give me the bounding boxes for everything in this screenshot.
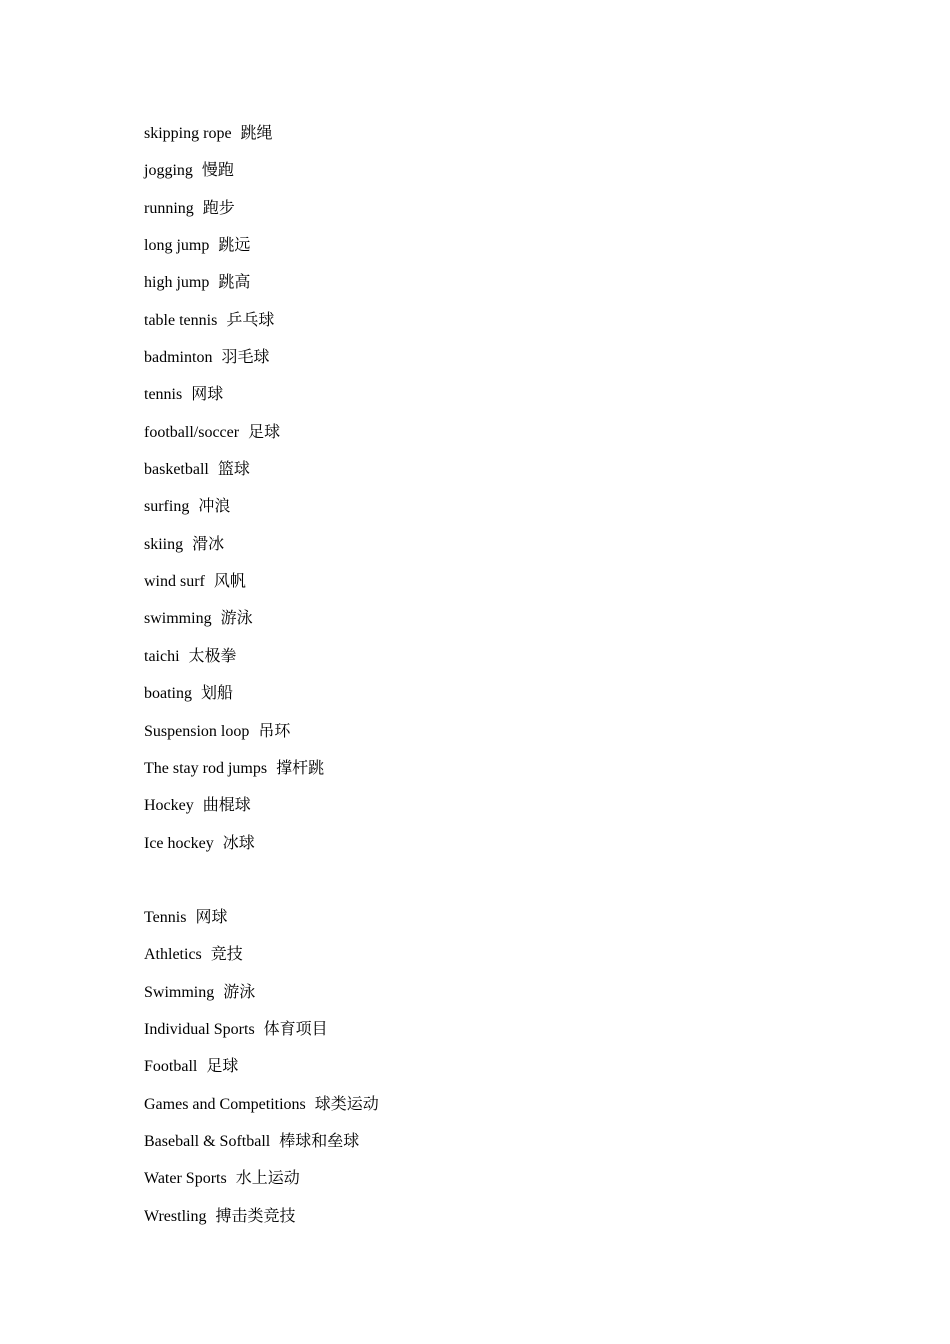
term-chinese: 篮球	[217, 461, 250, 479]
term-english: Ice hockey	[144, 834, 214, 852]
term-chinese: 羽毛球	[221, 349, 270, 367]
term-english: Tennis	[144, 909, 187, 926]
term-english: table tennis	[144, 311, 218, 329]
vocab-item	[144, 944, 379, 981]
term-english: taichi	[144, 647, 180, 665]
term-english: Individual Sports	[144, 1021, 255, 1039]
term-chinese: 搏击类竞技	[215, 1207, 296, 1225]
term-chinese: 冲浪	[198, 498, 231, 516]
term-chinese: 竞技	[210, 946, 243, 964]
vocab-item	[144, 1168, 379, 1205]
term-chinese: 吊环	[258, 722, 291, 740]
term-english: wind surf	[144, 573, 205, 591]
vocab-item	[144, 795, 324, 832]
vocab-item	[144, 683, 324, 720]
vocab-item	[144, 721, 324, 758]
term-english: Wrestling	[144, 1207, 207, 1225]
term-chinese: 划船	[201, 685, 234, 703]
term-english: football/soccer	[144, 423, 240, 441]
term-chinese: 体育项目	[263, 1021, 328, 1039]
term-chinese: 棒球和垒球	[279, 1133, 360, 1151]
term-chinese: 慢跑	[201, 162, 234, 180]
term-english: Football	[144, 1058, 198, 1076]
term-english: basketball	[144, 461, 209, 479]
term-chinese: 太极拳	[188, 647, 237, 665]
sports-vocabulary-list	[144, 123, 324, 870]
vocab-item	[144, 1131, 379, 1168]
term-chinese: 球类运动	[314, 1095, 379, 1113]
term-english: Suspension loop	[144, 722, 250, 740]
vocab-item	[144, 1206, 379, 1243]
term-english: Swimming	[144, 983, 215, 1001]
term-english: Games and Competitions	[144, 1095, 306, 1113]
vocab-item	[144, 608, 324, 645]
term-chinese: 乒乓球	[226, 311, 275, 329]
sports-categories-list	[144, 907, 379, 1243]
term-chinese: 跳绳	[240, 125, 273, 142]
term-english: The stay rod jumps	[144, 759, 268, 777]
term-chinese: 水上运动	[235, 1170, 300, 1188]
term-english: skiing	[144, 535, 184, 553]
term-english: Water Sports	[144, 1170, 227, 1188]
vocab-item	[144, 235, 324, 272]
term-english: skipping rope	[144, 125, 232, 142]
vocab-item	[144, 1094, 379, 1131]
term-english: long jump	[144, 237, 210, 255]
term-chinese: 冰球	[222, 834, 255, 852]
term-english: Baseball & Softball	[144, 1133, 271, 1151]
vocab-item	[144, 534, 324, 571]
vocab-item	[144, 496, 324, 533]
term-chinese: 游泳	[223, 983, 256, 1001]
vocab-item	[144, 646, 324, 683]
vocab-item	[144, 982, 379, 1019]
term-english: jogging	[144, 162, 193, 180]
vocab-item	[144, 422, 324, 459]
vocab-item	[144, 571, 324, 608]
term-english: badminton	[144, 349, 213, 367]
term-english: Athletics	[144, 946, 202, 964]
vocab-item	[144, 833, 324, 870]
term-chinese: 网球	[195, 909, 228, 926]
term-chinese: 滑冰	[192, 535, 225, 553]
term-english: surfing	[144, 498, 190, 516]
term-chinese: 跑步	[202, 199, 235, 217]
term-english: high jump	[144, 274, 210, 292]
term-english: boating	[144, 685, 192, 703]
vocab-item	[144, 198, 324, 235]
term-chinese: 曲棍球	[202, 797, 251, 815]
term-english: tennis	[144, 386, 183, 404]
vocab-item	[144, 459, 324, 496]
vocab-item	[144, 384, 324, 421]
term-english: Hockey	[144, 797, 194, 815]
vocab-item	[144, 160, 324, 197]
vocab-item	[144, 1056, 379, 1093]
term-chinese: 跳远	[218, 237, 251, 255]
vocab-item	[144, 907, 379, 944]
term-chinese: 撑杆跳	[276, 759, 325, 777]
term-chinese: 网球	[191, 386, 224, 404]
vocab-item	[144, 347, 324, 384]
term-chinese: 足球	[206, 1058, 239, 1076]
term-english: swimming	[144, 610, 212, 628]
term-chinese: 足球	[248, 423, 281, 441]
vocab-item	[144, 310, 324, 347]
vocab-item	[144, 758, 324, 795]
term-chinese: 跳高	[218, 274, 251, 292]
term-chinese: 游泳	[220, 610, 253, 628]
vocab-item	[144, 123, 324, 160]
vocab-item	[144, 272, 324, 309]
term-english: running	[144, 199, 194, 217]
term-chinese: 风帆	[213, 573, 246, 591]
vocab-item	[144, 1019, 379, 1056]
